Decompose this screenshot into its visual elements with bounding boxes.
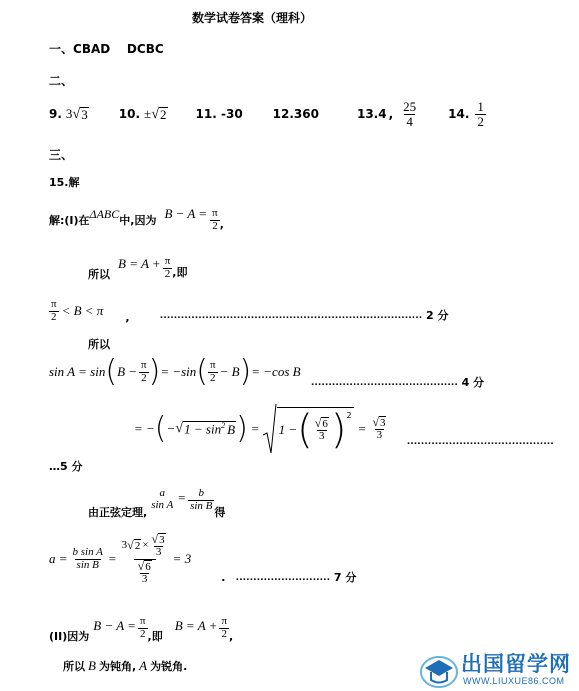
equals: = (107, 551, 117, 566)
fill-answers-row (49, 96, 486, 132)
q14-number: 14. (448, 107, 470, 121)
q15-line-3 (49, 293, 448, 329)
sin-a: sin A (151, 499, 174, 511)
six: 6 (322, 417, 328, 430)
paren-open: ( (154, 411, 167, 446)
pi: π (164, 254, 171, 267)
equals: = (357, 421, 367, 436)
q11-answer: 11. -30 (195, 107, 243, 121)
q12-answer: 12.360 (272, 107, 319, 121)
three: 3 (376, 429, 383, 442)
dots-leader: …………………………………… (310, 376, 458, 388)
namely-text: ,即 (172, 266, 188, 279)
score-2: 2 分 (426, 309, 449, 322)
logo-text: 出国留学网 (461, 652, 571, 676)
dots-leader: …………………………………… (406, 435, 554, 447)
logo-url: WWW.LIUXUE86.COM (463, 676, 565, 686)
q14-numerator: 1 (477, 98, 484, 114)
so-text: 所以 (88, 338, 110, 351)
three: 3 (141, 572, 148, 585)
var-a: a (159, 487, 165, 500)
six: 6 (145, 560, 151, 573)
q10-answer (144, 106, 168, 123)
because-text: 中,因为 (119, 214, 157, 227)
q15-line-6 (134, 402, 553, 456)
equals: = (250, 421, 260, 436)
minus-b: − B (219, 364, 240, 379)
part-2-line (49, 610, 233, 646)
result: = 3 (172, 551, 192, 566)
b-sin-a: b sin A (72, 545, 103, 558)
q15-head: 15.解 (49, 176, 80, 189)
dots-leader: ………………………………………………………………… (159, 309, 422, 321)
equals: = (177, 490, 187, 505)
section-2-label: 二、 (49, 74, 74, 88)
var-b: b (198, 486, 204, 499)
three: 3 (159, 533, 165, 546)
comma: , (125, 310, 130, 324)
get-text: 得 (214, 506, 226, 519)
section-1 (49, 40, 164, 57)
eq-b-minus-a: B − A = (164, 206, 208, 221)
a-over-sina (149, 488, 175, 511)
q9-answer (66, 106, 89, 123)
score-5: …5 分 (49, 460, 83, 473)
paren-open: ( (196, 354, 208, 389)
two: 2 (51, 310, 57, 323)
paren-open: ( (105, 354, 118, 389)
var-b: B (227, 421, 236, 437)
b-over-sinb (188, 488, 214, 512)
pi-over-2 (49, 299, 59, 323)
two: 2 (221, 627, 227, 640)
exp-2: 2 (346, 411, 352, 420)
paren-open: ( (297, 406, 313, 453)
two: 2 (141, 371, 147, 384)
q9-number: 9. (49, 107, 62, 121)
calc-a-line (49, 526, 356, 592)
q10-sqrt: √ 2 (151, 106, 167, 123)
pi: π (141, 358, 147, 371)
pi-over-2 (138, 616, 148, 640)
eq-b-equals: B = A + (174, 618, 218, 633)
q14-denominator: 2 (477, 113, 484, 129)
score-4: 4 分 (461, 376, 485, 389)
pi: π (51, 297, 57, 310)
inequality: < B < π (61, 303, 104, 318)
big-radical-icon (263, 403, 277, 455)
q9-radicand: 3 (81, 107, 88, 123)
sqrt3-over-3: √ 3 3 (372, 415, 386, 442)
one-minus: 1 − (278, 421, 298, 437)
section-3-label: 三、 (49, 148, 74, 162)
q13-sep: , (388, 107, 394, 121)
var-a: A (139, 658, 148, 673)
sqrt6-over-3: √ 6 3 (314, 415, 328, 442)
exp-2: 2 (221, 421, 226, 431)
q15-line-2 (88, 250, 187, 286)
pi-over-2 (219, 616, 229, 640)
so-text: 所以 (88, 268, 110, 281)
pi-over-2 (210, 208, 220, 232)
paren-close: ) (330, 406, 347, 453)
choice-answers: CBAD DCBC (73, 42, 164, 56)
paren-close: ) (148, 354, 161, 389)
cap-icon (419, 650, 459, 690)
pi: π (212, 206, 218, 219)
three: 3 (155, 545, 162, 558)
q10-pm: ± (144, 105, 152, 121)
q13-fraction (401, 100, 418, 128)
dots-leader: ……………………… (235, 571, 330, 583)
big-radicand (277, 406, 354, 453)
pi: π (139, 614, 146, 627)
a-equals: a = (49, 551, 68, 566)
q9-coef: 3 (65, 105, 73, 121)
pi-over-2 (208, 360, 218, 384)
so-text: 所以 (63, 660, 85, 673)
comma: , (229, 629, 234, 643)
eq-neg-sin: = −sin (160, 364, 197, 379)
compound-fraction: 3 √ 2 × √ 3 3 √ 6 3 (121, 531, 165, 585)
sqrt-one-minus-sin2: √ $1 - \sin^2 B$ (175, 420, 236, 437)
sin-b: sin B (190, 499, 213, 512)
three: 3 (379, 417, 386, 430)
law-of-sines-text: 由正弦定理, (88, 506, 148, 519)
comma: , (219, 217, 224, 231)
part2-prefix: (II)因为 (49, 630, 90, 643)
obtuse-text: 为钝角, (98, 660, 137, 673)
two: 2 (140, 627, 146, 640)
q14-fraction (475, 100, 486, 128)
page-title: 数学试卷答案（理科） (192, 11, 313, 25)
namely-text: ,即 (147, 630, 163, 643)
score-7: 7 分 (333, 571, 357, 584)
law-of-sines-line (88, 484, 225, 524)
acute-text: 为锐角. (150, 660, 188, 673)
q15-line-5 (49, 350, 484, 394)
site-logo (419, 648, 579, 690)
three: 3 (319, 429, 325, 442)
pi: π (210, 358, 216, 371)
bsina-over-sinb (71, 547, 105, 571)
var-b: B (88, 658, 96, 673)
pi: π (221, 614, 227, 627)
two: 2 (164, 267, 171, 280)
eq-b-equals: B = A + (118, 256, 161, 271)
q10-number: 10. (118, 107, 141, 121)
period: . (221, 570, 226, 584)
q9-sqrt: √ 3 (72, 106, 88, 123)
two: 2 (134, 540, 141, 553)
two: 2 (210, 371, 216, 384)
sin-a-eq: sin A = sin (49, 364, 106, 379)
one-minus-sin: 1 − sin (184, 421, 222, 437)
eq-neg-cos: = −cos B (251, 364, 301, 379)
q13-number: 13.4 (356, 107, 387, 121)
b-minus: B − (117, 364, 138, 379)
coef-3: 3 (121, 538, 128, 551)
triangle-abc: ΔABC (89, 206, 120, 221)
section-1-label: 一、 (49, 42, 74, 56)
paren-close: ) (236, 411, 248, 446)
paren-close: ) (239, 354, 252, 389)
two: 2 (212, 219, 218, 232)
sin-b: sin B (76, 558, 99, 571)
q15-line-1 (49, 200, 224, 240)
part1-prefix: 解:(I)在 (49, 214, 90, 227)
eq-neg: = − (134, 421, 155, 436)
pi-over-2 (139, 360, 149, 384)
conclusion-line (63, 658, 187, 674)
minus: − (166, 421, 176, 436)
times: × (142, 538, 149, 551)
eq-b-minus-a: B − A = (93, 618, 136, 633)
q13-denominator: 4 (406, 113, 413, 129)
pi-over-2 (163, 256, 173, 280)
q13-numerator: 25 (403, 98, 417, 114)
q10-radicand: 2 (160, 107, 167, 123)
